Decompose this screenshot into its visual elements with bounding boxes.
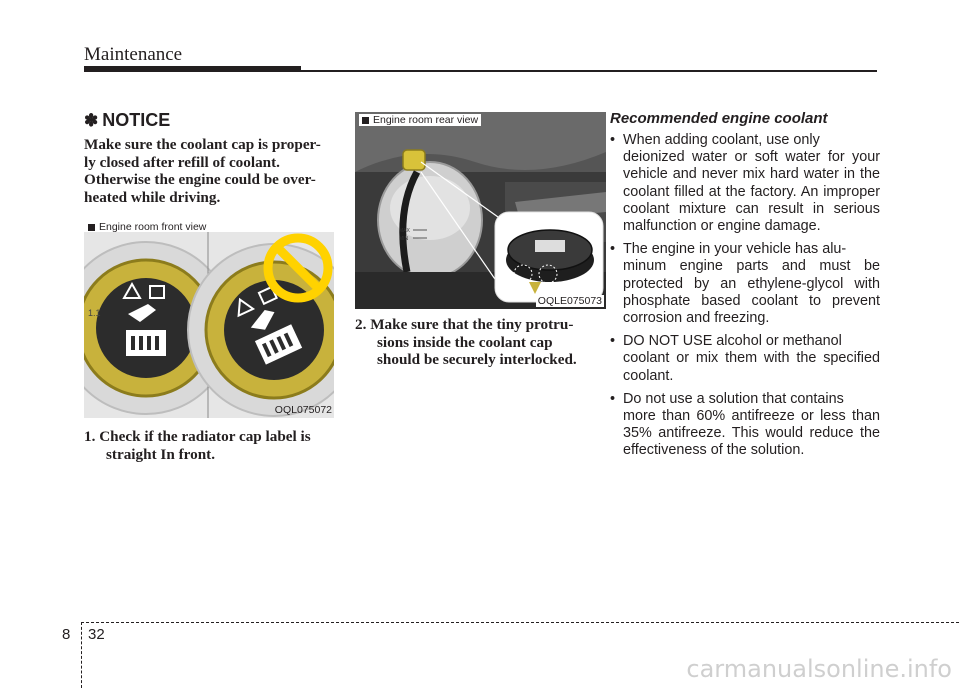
- figure-caption: Engine room rear view: [359, 114, 481, 126]
- figure-caption: Engine room front view: [88, 221, 206, 233]
- step-1: 1. Check if the radiator cap label is straight In front.: [84, 428, 311, 463]
- page-section-title: Maintenance: [84, 44, 183, 65]
- notice-star-icon: ✽: [84, 110, 99, 130]
- header-rule-thin: [301, 70, 877, 72]
- caption-square-icon: [88, 224, 95, 231]
- notice-heading-label: NOTICE: [102, 110, 171, 130]
- list-item: • DO NOT USE alcohol or methanol coolant or mix them with the specified coolant.: [610, 333, 880, 384]
- figure-code: OQL075072: [274, 404, 332, 416]
- engine-room-photo: [355, 112, 606, 309]
- notice-line: Otherwise the engine could be over-: [84, 171, 316, 189]
- list-item: • The engine in your vehicle has alu- minum engine parts and must be protected by an ethylene-glycol with phosphate based coolant to prevent corrosion and freezing.: [610, 241, 880, 327]
- notice-line: heated while driving.: [84, 188, 221, 206]
- caption-square-icon: [362, 117, 369, 124]
- page-number: 32: [88, 626, 105, 643]
- min-label: MIN: [399, 236, 409, 242]
- figure-code: OQLE075073: [537, 295, 602, 307]
- bullet-icon: •: [610, 241, 616, 258]
- bullet-icon: •: [610, 132, 616, 148]
- bullet-icon: •: [610, 390, 616, 407]
- notice-text: [84, 136, 336, 206]
- list-item: • Do not use a solution that contains more than 60% antifreeze or less than 35% antifreeze. This would reduce the effectiveness of the solution.: [610, 390, 880, 459]
- footer-divider: [81, 622, 82, 688]
- bullet-icon: •: [610, 333, 616, 350]
- radiator-cap-illustration: [84, 218, 334, 418]
- footer-rule: [81, 622, 959, 623]
- header-rule-thick: [84, 66, 301, 72]
- figure-engine-room-front: [84, 218, 334, 418]
- notice-line: Make sure the coolant cap is proper-: [84, 136, 321, 153]
- max-label: MAX: [399, 228, 410, 234]
- chapter-number: 8: [62, 626, 71, 643]
- recommended-coolant-list: [610, 132, 880, 466]
- figure-engine-room-rear: [355, 112, 606, 309]
- notice-line: ly closed after refill of coolant.: [84, 153, 280, 171]
- cap-label-text: 1.1: [88, 308, 101, 318]
- watermark: carmanualsonline.info: [686, 655, 952, 683]
- list-item: • When adding coolant, use only deionized water or soft water for your vehicle and never mix hard water in the coolant filled at the factory. An improper coolant mixture can result in serious malfunction or engine damage.: [610, 132, 880, 235]
- step-2: 2. Make sure that the tiny protru- sions inside the coolant cap should be securely interlocked.: [355, 316, 577, 369]
- notice-heading: [84, 110, 170, 131]
- recommended-coolant-heading: Recommended engine coolant: [610, 110, 828, 127]
